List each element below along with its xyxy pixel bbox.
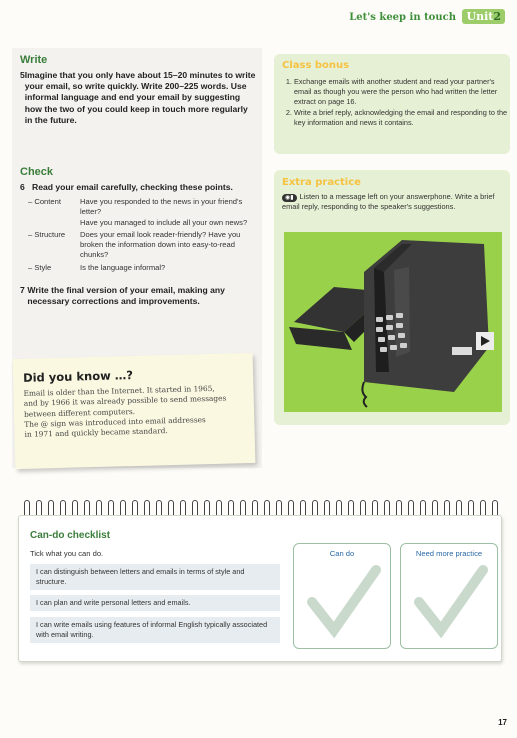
did-you-know-line: between different computers. — [23, 406, 136, 419]
check-q7 — [20, 285, 256, 307]
check-point-label: – Structure — [28, 229, 66, 239]
check-point-label: – Style — [28, 262, 52, 272]
extra-practice-title: Extra practice — [282, 177, 361, 188]
telephone-answerphone-icon — [284, 232, 502, 412]
check-point-row — [28, 197, 256, 230]
checklist-item: I can write emails using features of informal English typically associated with email writing. — [30, 617, 280, 643]
write-question-text: Imagine that you only have about 15–20 minutes to write your email, so write quickly. Write 200–225 words. Use informal language and end your email by suggesting how the two of you could keep in touch more regularly in the future. — [24, 70, 256, 125]
content-line-2: Have you managed to include all your own news? — [80, 217, 248, 227]
did-you-know-line: in 1971 and quickly became standard. — [24, 426, 168, 440]
did-you-know-line: Email is older than the Internet. It started in 1965, — [23, 383, 215, 398]
write-question — [20, 70, 256, 126]
checklist-item: I can distinguish between letters and emails in terms of style and structure. — [30, 564, 280, 590]
need-more-practice-column[interactable] — [400, 543, 498, 649]
unit-header-title: Let's keep in touch — [349, 12, 456, 23]
can-do-column-header: Can do — [329, 549, 355, 558]
check-heading: Check — [20, 166, 54, 178]
unit-header — [349, 10, 505, 23]
can-do-column[interactable] — [293, 543, 391, 649]
page-number: 17 — [498, 718, 507, 727]
cd-audio-icon[interactable]: ◉▮ — [282, 194, 297, 202]
unit-badge — [462, 9, 505, 24]
did-you-know-line: The @ sign was introduced into email addresses — [24, 415, 206, 429]
extra-practice-text: Listen to a message left on your answerphone. Write a brief email reply, responding to the speaker's suggestions. — [282, 192, 495, 212]
did-you-know-line: and by 1966 it was already possible to send messages — [23, 393, 227, 409]
tick-mark-icon — [401, 562, 497, 642]
check-point-label: – Content — [28, 197, 61, 207]
class-bonus-list — [274, 77, 510, 128]
write-question-number: 5 — [20, 70, 25, 80]
unit-word: Unit — [466, 10, 494, 23]
extra-practice-instructions — [282, 192, 502, 213]
check-point-text: Is the language informal? — [80, 262, 166, 272]
q6-text: Read your email carefully, checking these points. — [32, 182, 233, 192]
class-bonus-item: 2. Write a brief reply, acknowledging the email and responding to the key information and news it contains. — [294, 108, 510, 128]
check-point-text — [80, 197, 256, 230]
write-heading: Write — [20, 54, 48, 66]
q7-number: 7 — [20, 284, 25, 295]
q6-number: 6 — [20, 182, 25, 192]
class-bonus-item: 1. Exchange emails with another student and read your partner's email as though you were the person who had written the letter extract on page 16. — [294, 77, 510, 108]
check-q6 — [20, 182, 256, 193]
q7-text: Write the final version of your email, making any necessary corrections and improvements. — [27, 284, 225, 307]
did-you-know-title: Did you know …? — [22, 368, 134, 385]
check-points-table — [28, 197, 256, 275]
class-bonus-title: Class bonus — [282, 60, 350, 71]
tick-mark-icon — [294, 562, 390, 642]
check-section — [20, 166, 256, 307]
check-point-text: Does your email look reader-friendly? Have you broken the information down into easy-to-read chunks? — [80, 229, 241, 260]
checklist-instruction: Tick what you can do. — [30, 549, 104, 558]
checklist-item: I can plan and write personal letters and emails. — [30, 595, 280, 611]
checklist-title: Can-do checklist — [30, 530, 111, 541]
unit-number: 2 — [493, 10, 501, 23]
check-point-row — [28, 230, 256, 263]
did-you-know-note — [13, 353, 256, 469]
need-more-practice-column-header: Need more practice — [415, 549, 483, 558]
content-line-1: Have you responded to the news in your friend's letter? — [80, 197, 243, 217]
check-point-row — [28, 263, 256, 275]
write-section — [20, 54, 256, 126]
class-bonus-box — [274, 54, 510, 154]
telephone-photo — [284, 232, 502, 412]
